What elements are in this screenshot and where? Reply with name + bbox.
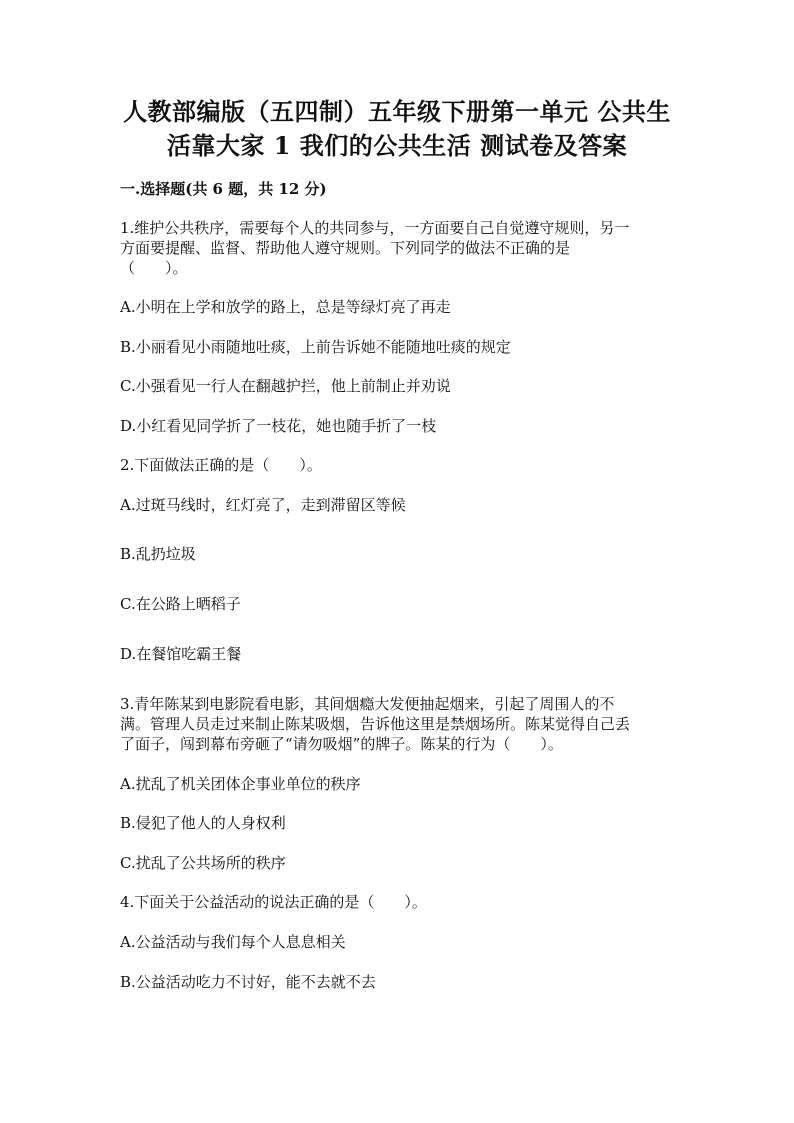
- question-3-stem-line-3: 了面子，闯到幕布旁砸了“请勿吸烟”的牌子。陈某的行为（ ）。: [120, 735, 563, 753]
- question-2-option-d: D.在餐馆吃霸王餐: [120, 645, 242, 663]
- question-1-stem-line-1: 1.维护公共秩序，需要每个人的共同参与，一方面要自己自觉遵守规则，另一: [120, 219, 630, 237]
- document-title-line-1: 人教部编版（五四制）五年级下册第一单元 公共生: [123, 97, 671, 126]
- question-2-option-a: A.过斑马线时，红灯亮了，走到滞留区等候: [120, 496, 406, 514]
- document-title-line-2: 活靠大家 1 我们的公共生活 测试卷及答案: [166, 131, 628, 160]
- question-1-stem-line-2: 方面要提醒、监督、帮助他人遵守规则。下列同学的做法不正确的是: [120, 239, 571, 257]
- question-1-option-c: C.小强看见一行人在翻越护拦，他上前制止并劝说: [120, 377, 451, 395]
- question-1-option-a: A.小明在上学和放学的路上，总是等绿灯亮了再走: [120, 298, 451, 316]
- question-3-stem-line-2: 满。管理人员走过来制止陈某吸烟，告诉他这里是禁烟场所。陈某觉得自己丢: [120, 715, 631, 733]
- question-4-option-a: A.公益活动与我们每个人息息相关: [120, 933, 346, 951]
- question-4-option-b: B.公益活动吃力不讨好，能不去就不去: [120, 973, 376, 991]
- question-4-stem: 4.下面关于公益活动的说法正确的是（ ）。: [120, 893, 427, 911]
- question-3-option-a: A.扰乱了机关团体企事业单位的秩序: [120, 775, 361, 793]
- question-1-option-d: D.小红看见同学折了一枝花，她也随手折了一枝: [120, 417, 437, 435]
- question-2-stem: 2.下面做法正确的是（ ）。: [120, 456, 322, 474]
- question-1-option-b: B.小丽看见小雨随地吐痰，上前告诉她不能随地吐痰的规定: [120, 338, 511, 356]
- question-1-stem-line-3: （ ）。: [120, 259, 188, 277]
- question-2-option-c: C.在公路上晒稻子: [120, 595, 241, 613]
- question-3-option-c: C.扰乱了公共场所的秩序: [120, 854, 286, 872]
- question-3-option-b: B.侵犯了他人的人身权利: [120, 814, 286, 832]
- question-3-stem-line-1: 3.青年陈某到电影院看电影，其间烟瘾大发便抽起烟来，引起了周围人的不: [120, 695, 615, 713]
- question-2-option-b: B.乱扔垃圾: [120, 545, 196, 563]
- section-heading-choice-questions: 一.选择题(共 6 题，共 12 分): [120, 180, 327, 198]
